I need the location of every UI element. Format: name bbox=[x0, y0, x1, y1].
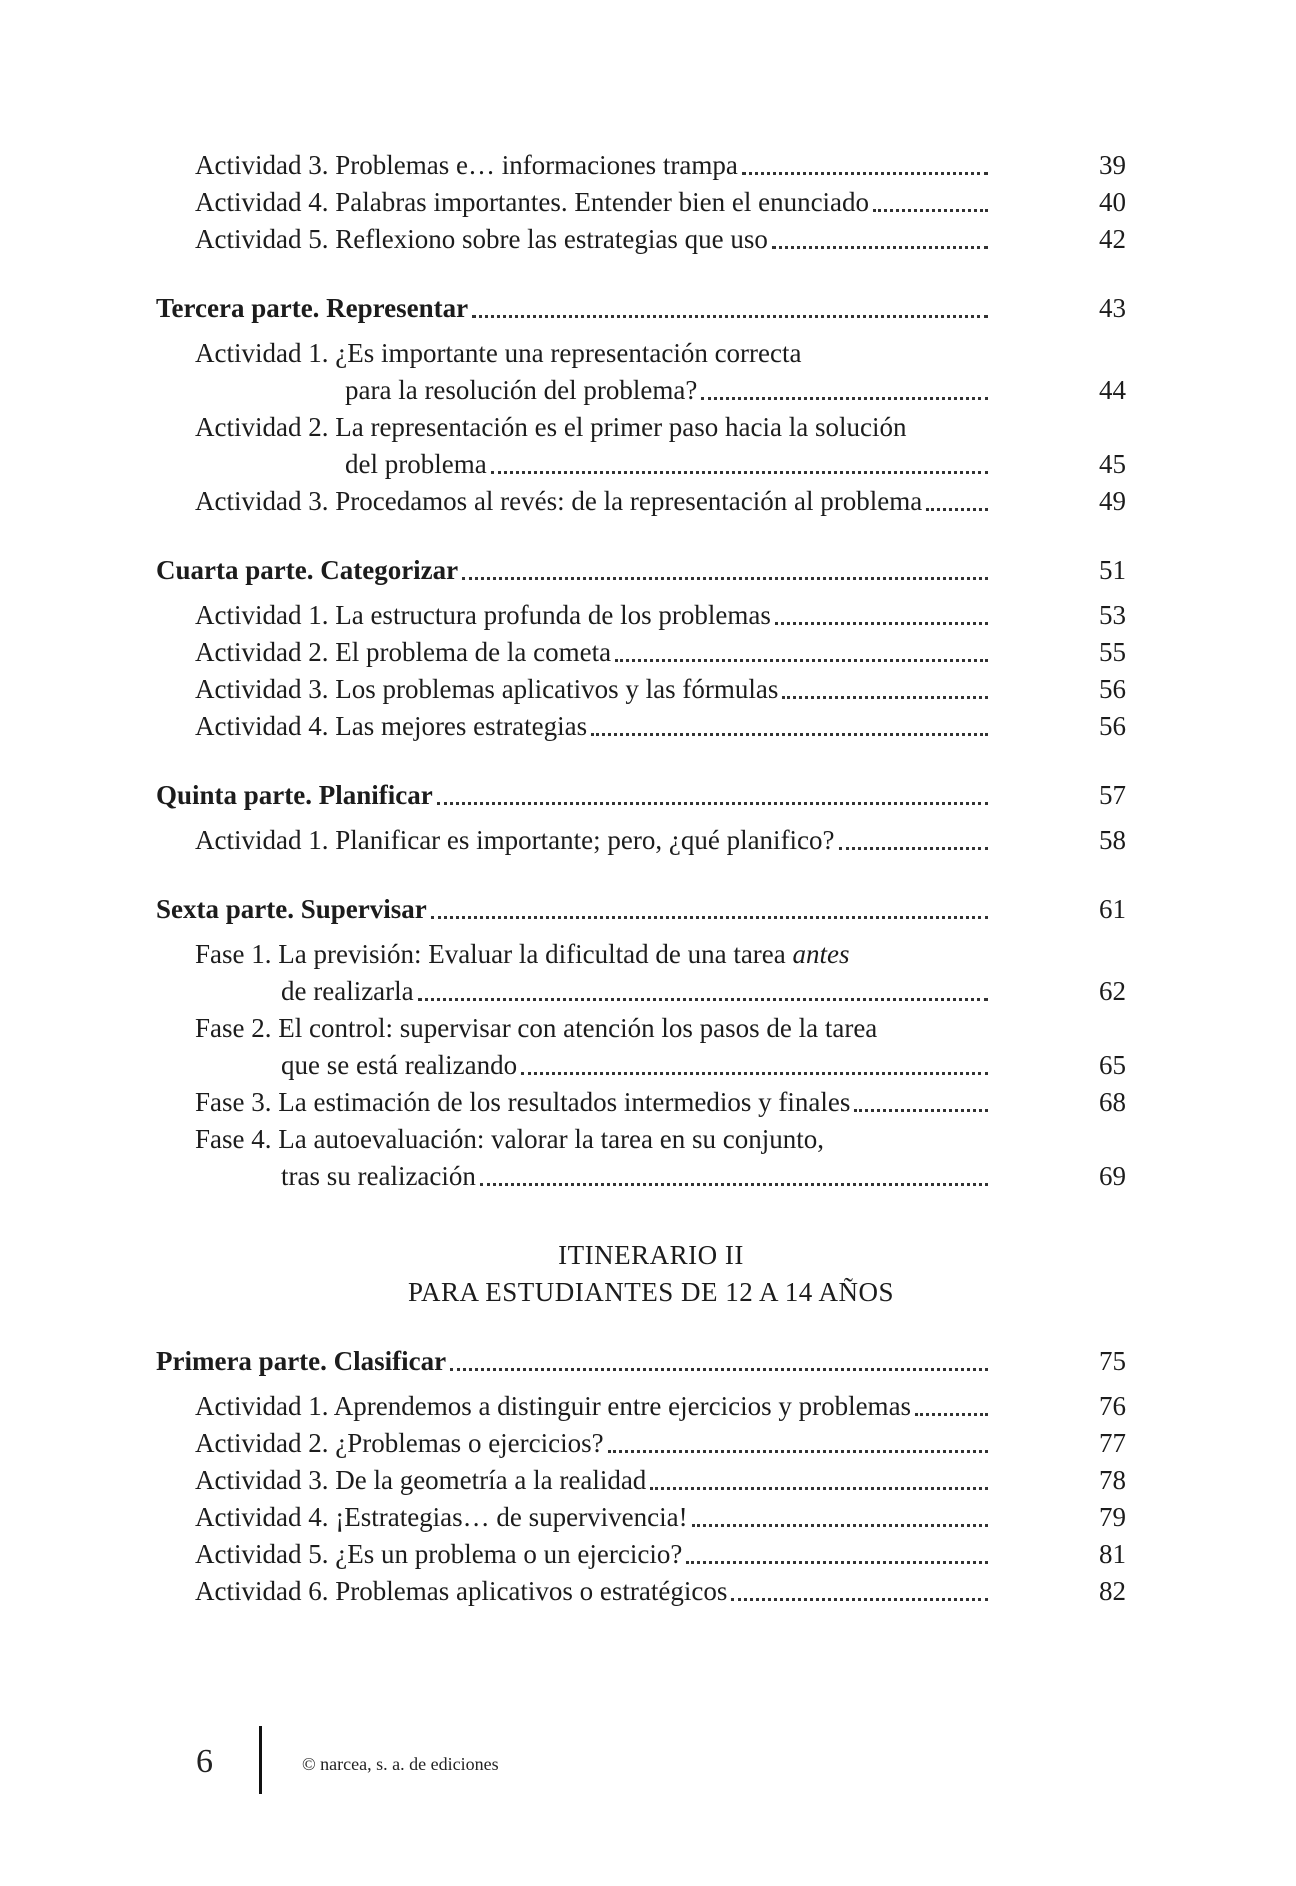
toc-entry-title: Actividad 4. Palabras importantes. Entender bien el enunciado bbox=[195, 187, 870, 217]
toc-entry-title: para la resolución del problema? bbox=[345, 375, 698, 405]
dot-leader bbox=[437, 802, 988, 805]
toc-entry bbox=[156, 597, 1126, 634]
dot-leader bbox=[854, 1109, 988, 1112]
toc-page-number: 40 bbox=[1099, 187, 1126, 217]
dot-leader bbox=[462, 577, 988, 580]
toc-part-heading bbox=[156, 777, 1126, 814]
toc-page-number: 43 bbox=[1099, 293, 1126, 323]
toc-page-number: 81 bbox=[1099, 1539, 1126, 1569]
dot-leader bbox=[775, 622, 988, 625]
toc-entry bbox=[156, 335, 1126, 372]
dot-leader bbox=[521, 1072, 988, 1075]
toc-page-number: 39 bbox=[1099, 150, 1126, 180]
dot-leader bbox=[615, 659, 988, 662]
toc-entry-title: Actividad 3. Problemas e… informaciones trampa bbox=[195, 150, 738, 180]
dot-leader bbox=[608, 1450, 988, 1453]
dot-leader bbox=[692, 1524, 988, 1527]
dot-leader bbox=[472, 315, 988, 318]
toc-entry-title: de realizarla bbox=[281, 976, 414, 1006]
toc-entry bbox=[156, 936, 1126, 973]
toc-page-number: 65 bbox=[1099, 1050, 1126, 1080]
toc-page-number: 77 bbox=[1099, 1428, 1126, 1458]
toc-entry bbox=[156, 1388, 1126, 1425]
toc-entry bbox=[156, 1573, 1126, 1610]
dot-leader bbox=[839, 847, 988, 850]
toc-entry-title: Actividad 1. ¿Es importante una representación correcta bbox=[195, 338, 802, 368]
toc-entry bbox=[156, 1121, 1126, 1158]
footer-copyright: © narcea, s. a. de ediciones bbox=[302, 1754, 499, 1774]
toc-entry-title: Fase 3. La estimación de los resultados intermedios y finales bbox=[195, 1087, 851, 1117]
dot-leader bbox=[591, 733, 988, 736]
toc-entry-title: Actividad 1. La estructura profunda de los problemas bbox=[195, 600, 771, 630]
toc-page-number: 49 bbox=[1099, 486, 1126, 516]
toc-entry-title: Sexta parte. Supervisar bbox=[156, 894, 427, 924]
toc-page-number: 57 bbox=[1099, 780, 1126, 810]
toc-entry bbox=[156, 1084, 1126, 1121]
toc-entry-title: Cuarta parte. Categorizar bbox=[156, 555, 459, 585]
dot-leader bbox=[686, 1561, 988, 1564]
itinerary-heading bbox=[156, 1237, 1126, 1311]
toc-entry-title: Actividad 3. De la geometría a la realidad bbox=[195, 1465, 647, 1495]
itinerary-heading-line: PARA ESTUDIANTES DE 12 A 14 AÑOS bbox=[407, 1277, 895, 1307]
toc-entry-continuation bbox=[156, 973, 1126, 1010]
toc-entry-title: Actividad 6. Problemas aplicativos o estratégicos bbox=[195, 1576, 728, 1606]
toc-page-number: 82 bbox=[1099, 1576, 1126, 1606]
dot-leader bbox=[731, 1598, 988, 1601]
toc-part-heading bbox=[156, 290, 1126, 327]
toc-page-number: 75 bbox=[1099, 1346, 1126, 1376]
toc-entry-title: Actividad 4. ¡Estrategias… de supervivencia! bbox=[195, 1502, 688, 1532]
toc-entry bbox=[156, 1536, 1126, 1573]
toc-entry bbox=[156, 483, 1126, 520]
toc-entry bbox=[156, 1425, 1126, 1462]
toc-entry-title: Actividad 1. Aprendemos a distinguir entre ejercicios y problemas bbox=[195, 1391, 912, 1421]
dot-leader bbox=[873, 209, 988, 212]
toc-part-heading bbox=[156, 1343, 1126, 1380]
toc-entry bbox=[156, 147, 1126, 184]
dot-leader bbox=[742, 172, 988, 175]
toc-entry bbox=[156, 708, 1126, 745]
toc-page-number: 76 bbox=[1099, 1391, 1126, 1421]
table-of-contents bbox=[156, 147, 1126, 1610]
toc-part-heading bbox=[156, 552, 1126, 589]
toc-entry-continuation bbox=[156, 1047, 1126, 1084]
toc-entry bbox=[156, 1010, 1126, 1047]
toc-entry-title: Actividad 2. El problema de la cometa bbox=[195, 637, 612, 667]
toc-page-number: 56 bbox=[1099, 711, 1126, 741]
toc-entry bbox=[156, 184, 1126, 221]
toc-entry-title: Actividad 1. Planificar es importante; pero, ¿qué planifico? bbox=[195, 825, 835, 855]
toc-entry-title: Actividad 2. La representación es el primer paso hacia la solución bbox=[195, 412, 907, 442]
dot-leader bbox=[782, 696, 988, 699]
toc-page-number: 51 bbox=[1099, 555, 1126, 585]
toc-page-number: 68 bbox=[1099, 1087, 1126, 1117]
toc-page-number: 42 bbox=[1099, 224, 1126, 254]
footer-page-number: 6 bbox=[196, 1743, 213, 1780]
toc-entry-title: Fase 2. El control: supervisar con atención los pasos de la tarea bbox=[195, 1013, 878, 1043]
toc-entry bbox=[156, 671, 1126, 708]
toc-entry-title: Actividad 3. Los problemas aplicativos y las fórmulas bbox=[195, 674, 779, 704]
toc-entry-title: Fase 4. La autoevaluación: valorar la tarea en su conjunto, bbox=[195, 1124, 825, 1154]
toc-page-number: 62 bbox=[1099, 976, 1126, 1006]
dot-leader bbox=[480, 1183, 988, 1186]
toc-page-number: 58 bbox=[1099, 825, 1126, 855]
toc-entry-title: Actividad 5. ¿Es un problema o un ejercicio? bbox=[195, 1539, 683, 1569]
toc-entry bbox=[156, 1462, 1126, 1499]
toc-entry bbox=[156, 221, 1126, 258]
dot-leader bbox=[772, 246, 988, 249]
toc-page-number: 55 bbox=[1099, 637, 1126, 667]
toc-entry-title: Primera parte. Clasificar bbox=[156, 1346, 447, 1376]
toc-page-number: 69 bbox=[1099, 1161, 1126, 1191]
toc-entry-title: Tercera parte. Representar bbox=[156, 293, 469, 323]
toc-entry-title: Fase 1. La previsión: Evaluar la dificultad de una tarea antes bbox=[195, 939, 850, 969]
dot-leader bbox=[418, 998, 988, 1001]
toc-entry bbox=[156, 634, 1126, 671]
footer-divider bbox=[259, 1726, 262, 1794]
dot-leader bbox=[650, 1487, 988, 1490]
toc-entry bbox=[156, 822, 1126, 859]
toc-page-number: 61 bbox=[1099, 894, 1126, 924]
toc-page-number: 53 bbox=[1099, 600, 1126, 630]
dot-leader bbox=[431, 916, 988, 919]
toc-entry bbox=[156, 409, 1126, 446]
toc-entry-title: que se está realizando bbox=[281, 1050, 518, 1080]
dot-leader bbox=[701, 397, 988, 400]
dot-leader bbox=[450, 1368, 988, 1371]
toc-entry-title: Quinta parte. Planificar bbox=[156, 780, 433, 810]
itinerary-heading-line: ITINERARIO II bbox=[558, 1240, 744, 1270]
toc-entry-continuation bbox=[156, 372, 1126, 409]
dot-leader bbox=[926, 508, 988, 511]
toc-entry-title: Actividad 2. ¿Problemas o ejercicios? bbox=[195, 1428, 604, 1458]
toc-entry bbox=[156, 1499, 1126, 1536]
toc-entry-continuation bbox=[156, 446, 1126, 483]
dot-leader bbox=[915, 1413, 988, 1416]
toc-entry-title: Actividad 4. Las mejores estrategias bbox=[195, 711, 588, 741]
toc-part-heading bbox=[156, 891, 1126, 928]
toc-entry-title: Actividad 3. Procedamos al revés: de la representación al problema bbox=[195, 486, 923, 516]
toc-page-number: 79 bbox=[1099, 1502, 1126, 1532]
toc-page-number: 56 bbox=[1099, 674, 1126, 704]
toc-entry-continuation bbox=[156, 1158, 1126, 1195]
toc-page-number: 78 bbox=[1099, 1465, 1126, 1495]
toc-entry-title: tras su realización bbox=[281, 1161, 476, 1191]
toc-entry-title: Actividad 5. Reflexiono sobre las estrategias que uso bbox=[195, 224, 768, 254]
toc-entry-title: del problema bbox=[345, 449, 487, 479]
toc-page-number: 45 bbox=[1099, 449, 1126, 479]
dot-leader bbox=[491, 471, 988, 474]
toc-page-number: 44 bbox=[1099, 375, 1126, 405]
